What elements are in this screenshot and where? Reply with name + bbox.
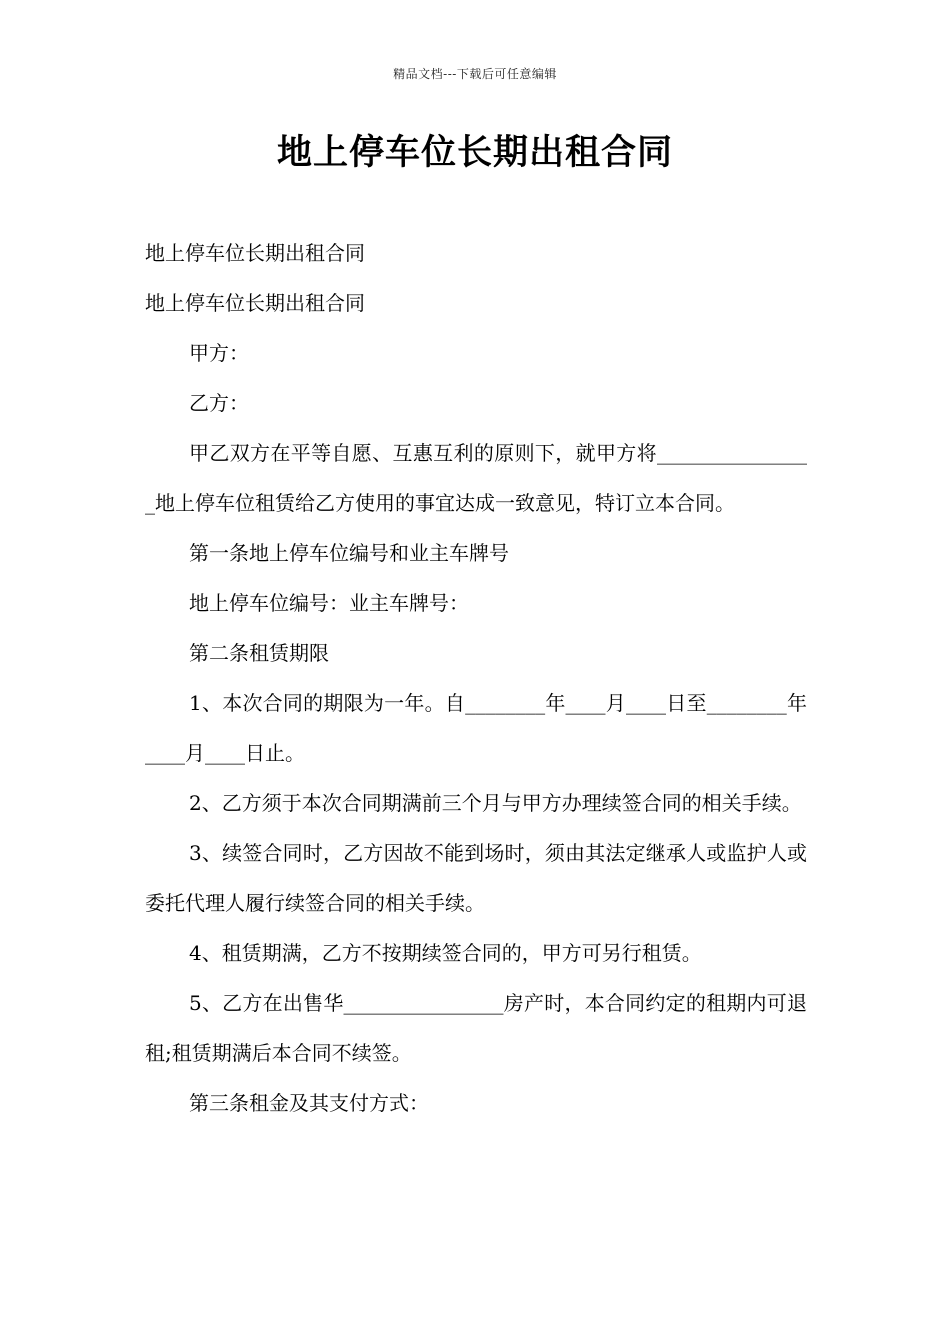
- clause-2-4: 4、租赁期满，乙方不按期续签合同的，甲方可另行租赁。: [189, 941, 702, 965]
- article-2-heading: 第二条租赁期限: [189, 641, 329, 665]
- article-1-fields: 地上停车位编号：业主车牌号：: [189, 591, 469, 615]
- party-a-line: 甲方：: [189, 341, 249, 365]
- paragraph-heading-2: 地上停车位长期出租合同: [145, 291, 365, 315]
- clause-2-3: 3、续签合同时，乙方因故不能到场时，须由其法定继承人或监护人或委托代理人履行续签合同的相关手续。: [145, 841, 807, 915]
- document-title: 地上停车位长期出租合同: [276, 133, 673, 173]
- clause-2-2: 2、乙方须于本次合同期满前三个月与甲方办理续签合同的相关手续。: [189, 791, 802, 815]
- preamble-paragraph: 甲乙双方在平等自愿、互惠互利的原则下，就甲方将________________地上停车位租赁给乙方使用的事宜达成一致意见，特订立本合同。: [145, 441, 807, 515]
- paragraph-heading-1: 地上停车位长期出租合同: [145, 241, 365, 265]
- party-b-line: 乙方：: [189, 391, 249, 415]
- article-1-heading: 第一条地上停车位编号和业主车牌号: [189, 541, 509, 565]
- article-3-heading: 第三条租金及其支付方式：: [189, 1091, 429, 1115]
- clause-2-1: 1、本次合同的期限为一年。自________年____月____日至________年____月____日止。: [145, 691, 807, 765]
- header-note: 精品文档---下载后可任意编辑: [393, 67, 557, 81]
- document-body: [145, 228, 807, 1128]
- clause-2-5: 5、乙方在出售华________________房产时，本合同约定的租期内可退租;租赁期满后本合同不续签。: [145, 991, 807, 1065]
